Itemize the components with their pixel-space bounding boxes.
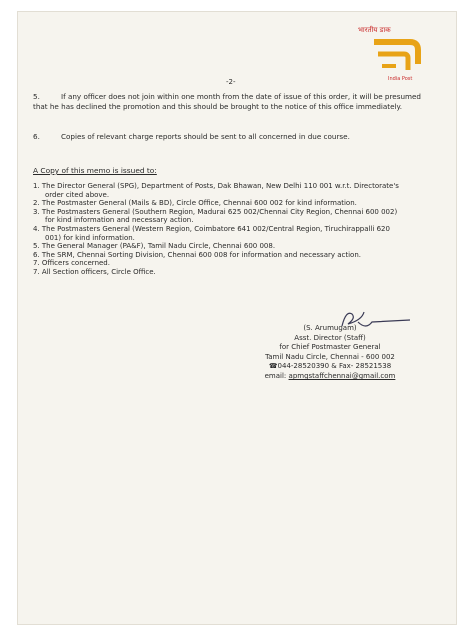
copy-recipients-list [33, 182, 405, 277]
logo-hindi-text: भारतीय डाक [358, 26, 391, 34]
page-number: -2- [226, 78, 236, 86]
india-post-logo [348, 24, 428, 84]
email-link[interactable]: apmgstaffchennai@gmail.com [288, 371, 396, 380]
list-item: 2. The Postmaster General (Mails & BD), Circle Office, Chennai 600 002 for kind information. [33, 199, 357, 208]
copy-heading: A Copy of this memo is issued to: [33, 166, 157, 175]
list-item: 5. The General Manager (PA&F), Tamil Nadu Circle, Chennai 600 008. [33, 242, 276, 251]
paragraph-number: 5. [33, 92, 40, 101]
list-item: 7. All Section officers, Circle Office. [33, 267, 156, 276]
signatory-phone: ☎044-28520390 & Fax- 28521538 [268, 362, 392, 371]
signatory-address: Tamil Nadu Circle, Chennai - 600 002 [265, 352, 395, 361]
signatory-block [240, 324, 420, 382]
list-item: 6. The SRM, Chennai Sorting Division, Chennai 600 008 for information and necessary action. [33, 250, 361, 259]
paragraph-number: 6. [33, 132, 40, 141]
list-item: 7. Officers concerned. [33, 259, 110, 268]
document-page [18, 12, 456, 624]
signatory-designation: Asst. Director (Staff) [294, 333, 366, 342]
list-item: 1. The Director General (SPG), Department of Posts, Dak Bhawan, New Delhi 110 001 w.r.t. Directorate's order cited above. [33, 182, 399, 199]
logo-english-text: India Post [388, 76, 413, 82]
signatory-email-line [240, 372, 420, 382]
paragraph-text: Copies of relevant charge reports should be sent to all concerned in due course. [61, 132, 350, 141]
signatory-name: (S. Arumugam) [303, 324, 357, 332]
list-item: 4. The Postmasters General (Western Region, Coimbatore 641 002/Central Region, Tiruchirappalli 620 001) for kind information. [33, 224, 390, 242]
paragraph-6 [33, 132, 421, 142]
paragraph-text: If any officer does not join within one month from the date of issue of this order, it will be presumed that he has declined the promotion and this should be brought to the notice of this office immediately. [33, 92, 421, 111]
paragraph-5 [33, 92, 421, 112]
list-item: 3. The Postmasters General (Southern Region, Madurai 625 002/Chennai City Region, Chennai 600 002) for kind information and necessary action. [33, 207, 398, 225]
email-label: email: [264, 371, 287, 380]
signatory-for-line: for Chief Postmaster General [279, 343, 381, 352]
